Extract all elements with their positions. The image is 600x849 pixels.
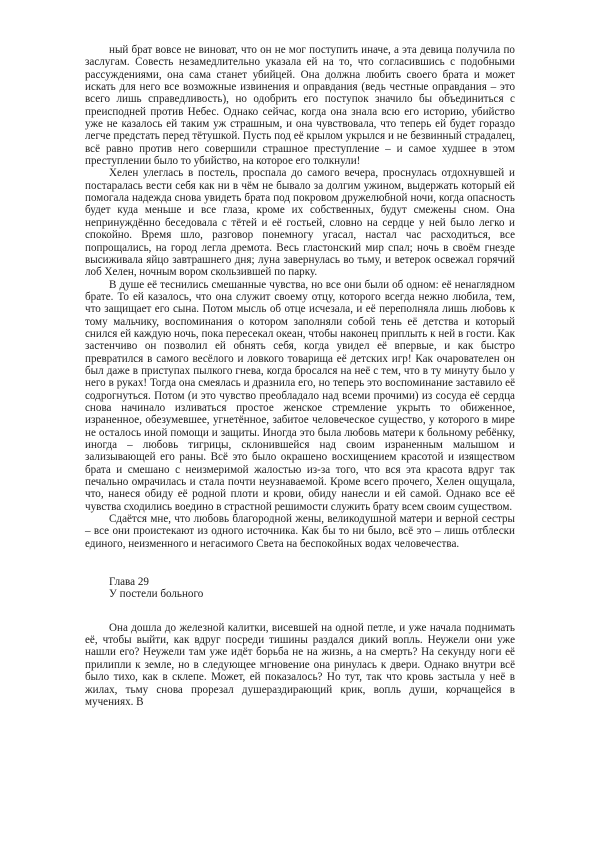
paragraph-mixed-feelings: В душе её теснились смешанные чувства, но все они были об одном: её ненаглядном брате. То ей казалось, что она служит своему отцу, которого всегда нежно любила, тем, что защищает его сына. Потом мысль об отце исчезала, и её переполняла лишь любовь к тому мальчику, воспоминания о котором заполняли собой тень её детства и который снился ей каждую ночь, пока пересекал океан, чтобы наконец приплыть к ней в гости. Как застенчиво он позволил ей обнять себя, когда увидел её впервые, и как быстро превратился в самого весёлого и ловкого товарища её детских игр! Как очарователен он был даже в приступах пылкого гнева, когда бросался на неё с тем, что в ту минуту было у него в руках! Тогда она смеялась и дразнила его, но теперь это воспоминание заставило её содрогнуться. Потом (и это чувство преобладало над всеми прочими) из сосуда её сердца снова начинало изливаться простое женское стремление укрыть то обиженное, израненное, обезумевшее, угнетённое, забитое человеческое существо, у которого в мире не осталось иной помощи и защиты. Иногда это была любовь матери к больному ребёнку, иногда – любовь тигрицы, склонившейся над своим израненным малышом и зализывающей его раны. Всё это было окрашено восхищением красотой и изяществом брата и смешано с неизмеримой жалостью из-за того, что вся эта красота вдруг так печально омрачилась и стала почти неузнаваемой. Кроме всего прочего, Хелен ощущала, что, нанеся обиду её родной плоти и крови, обиду нанесли и ей самой. Однако все её чувства сходились воедино в страстной решимости служить брату всем своим существом.	[85, 278, 515, 513]
paragraph-reflection: Сдаётся мне, что любовь благородной жены, великодушной матери и верной сестры – все они проистекают из одного источника. Как бы то ни было, всё это – лишь отблески единого, неизменного и негасимого Света на беспокойных водах человечества.	[85, 513, 515, 550]
paragraph-helen-sleeps: Хелен улеглась в постель, проспала до самого вечера, проснулась отдохнувшей и постаралась вести себя как ни в чём не бывало за долгим ужином, выдержать который ей помогала надежда снова увидеть брата под покровом дружелюбной ночи, когда опасность будет куда меньше и все глаза, кроме их собственных, будут смежены сном. Она непринуждённо беседовала с тётей и её гостьей, словно на сердце у ней было легко и спокойно. Время шло, разговор понемногу угасал, настал час расходиться, все попрощались, на город легла дремота. Весь гластонский мир спал; ночь в своём гнезде высиживала яйцо завтрашнего дня; луна завернулась во тьму, и ветерок освежал горячий лоб Хелен, ночным вором скользившей по парку.	[85, 167, 515, 279]
page-text-column	[85, 44, 515, 708]
paragraph-gate: Она дошла до железной калитки, висевшей на одной петле, и уже начала поднимать её, чтобы выйти, как вдруг посреди тишины раздался дикий вопль. Неужели они уже нашли его? Неужели там уже идёт борьба не на жизнь, а на смерть? На секунду ноги её прилипли к земле, но в следующее мгновение она ринулась к двери. Однако внутри всё было тихо, как в склепе. Может, ей показалось? Но тут, так что кровь застыла у неё в жилах, тьму снова прорезал душераздирающий крик, вопль души, корчащейся в мучениях. В	[85, 621, 515, 708]
paragraph-continued: ный брат вовсе не виноват, что он не мог поступить иначе, а эта девица получила по заслугам. Совесть незамедлительно указала ей на то, что согласившись с подобными рассуждениями, она сама станет убийцей. Она должна любить своего брата и может искать для него все возможные извинения и оправдания (ведь честные оправдания – это всего лишь справедливость), но одобрить его поступок значило бы объединиться с преисподней против Небес. Однако сейчас, когда она знала всю его историю, убийство уже не казалось ей таким уж страшным, и она чувствовала, что теперь ей будет гораздо легче предстать перед тётушкой. Пусть под её крылом укрылся и не безвинный страдалец, всё равно против него совершили страшное преступление – и самое худшее в этом преступлении было то убийство, на которое его толкнули!	[85, 44, 515, 168]
chapter-heading	[85, 576, 515, 601]
chapter-title: У постели больного	[109, 588, 204, 601]
chapter-number: Глава 29	[109, 576, 149, 589]
